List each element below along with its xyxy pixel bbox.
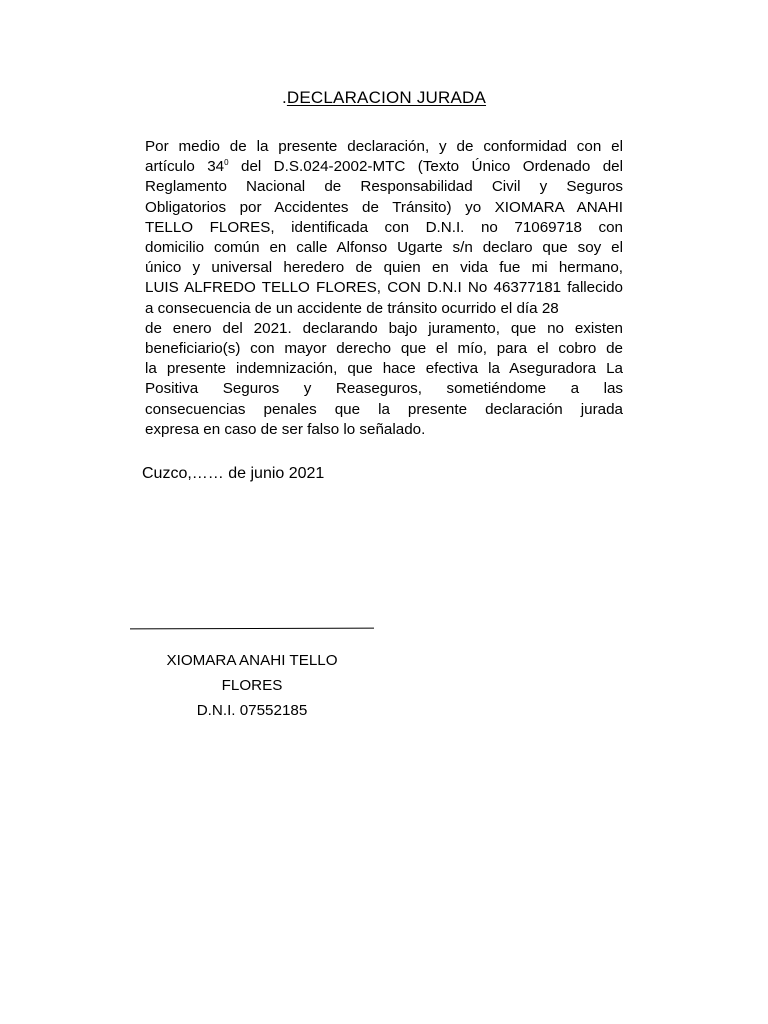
body-line: consecuencias penales que la presente declaración jurada bbox=[145, 400, 623, 418]
place-date: Cuzco,…… de junio 2021 bbox=[142, 465, 325, 482]
signer-name-line1: XIOMARA ANAHI TELLO bbox=[166, 652, 338, 669]
declaration-body bbox=[145, 137, 623, 440]
signer-dni: D.N.I. 07552185 bbox=[196, 702, 308, 719]
document-title bbox=[0, 88, 768, 108]
body-line: la presente indemnización, que hace efectiva la Aseguradora La bbox=[145, 360, 623, 378]
body-line bbox=[145, 157, 623, 177]
body-line: Positiva Seguros y Reaseguros, sometiéndome a las bbox=[145, 380, 623, 398]
signer-block bbox=[130, 648, 374, 723]
body-line: Reglamento Nacional de Responsabilidad Civil y Seguros bbox=[145, 178, 623, 196]
body-line: Por medio de la presente declaración, y de conformidad con el bbox=[145, 138, 623, 155]
title-prefix: . bbox=[281, 88, 287, 107]
body-line: Obligatorios por Accidentes de Tránsito) yo XIOMARA ANAHI bbox=[145, 198, 623, 216]
body-line: LUIS ALFREDO TELLO FLORES, CON D.N.I No 46377181 fallecido bbox=[145, 279, 623, 297]
superscript: 0 bbox=[224, 158, 229, 168]
signature-line bbox=[130, 628, 374, 630]
body-line: de enero del 2021. declarando bajo juramento, que no existen bbox=[145, 319, 623, 337]
body-line: a consecuencia de un accidente de tránsito ocurrido el día 28 bbox=[145, 299, 559, 317]
body-line: expresa en caso de ser falso lo señalado. bbox=[145, 420, 426, 438]
body-line-part: del D.S.024-2002-MTC (Texto Único Ordenado del bbox=[228, 158, 624, 176]
body-line: único y universal heredero de quien en vida fue mi hermano, bbox=[145, 259, 623, 277]
body-line-part: artículo 34 bbox=[145, 158, 225, 176]
signer-name-line2: FLORES bbox=[221, 677, 283, 694]
body-line: domicilio común en calle Alfonso Ugarte s/n declaro que soy el bbox=[145, 239, 623, 257]
body-line: TELLO FLORES, identificada con D.N.I. no 71069718 con bbox=[145, 218, 623, 236]
body-line: beneficiario(s) con mayor derecho que el mío, para el cobro de bbox=[145, 340, 623, 358]
title-text: DECLARACION JURADA bbox=[286, 88, 487, 107]
